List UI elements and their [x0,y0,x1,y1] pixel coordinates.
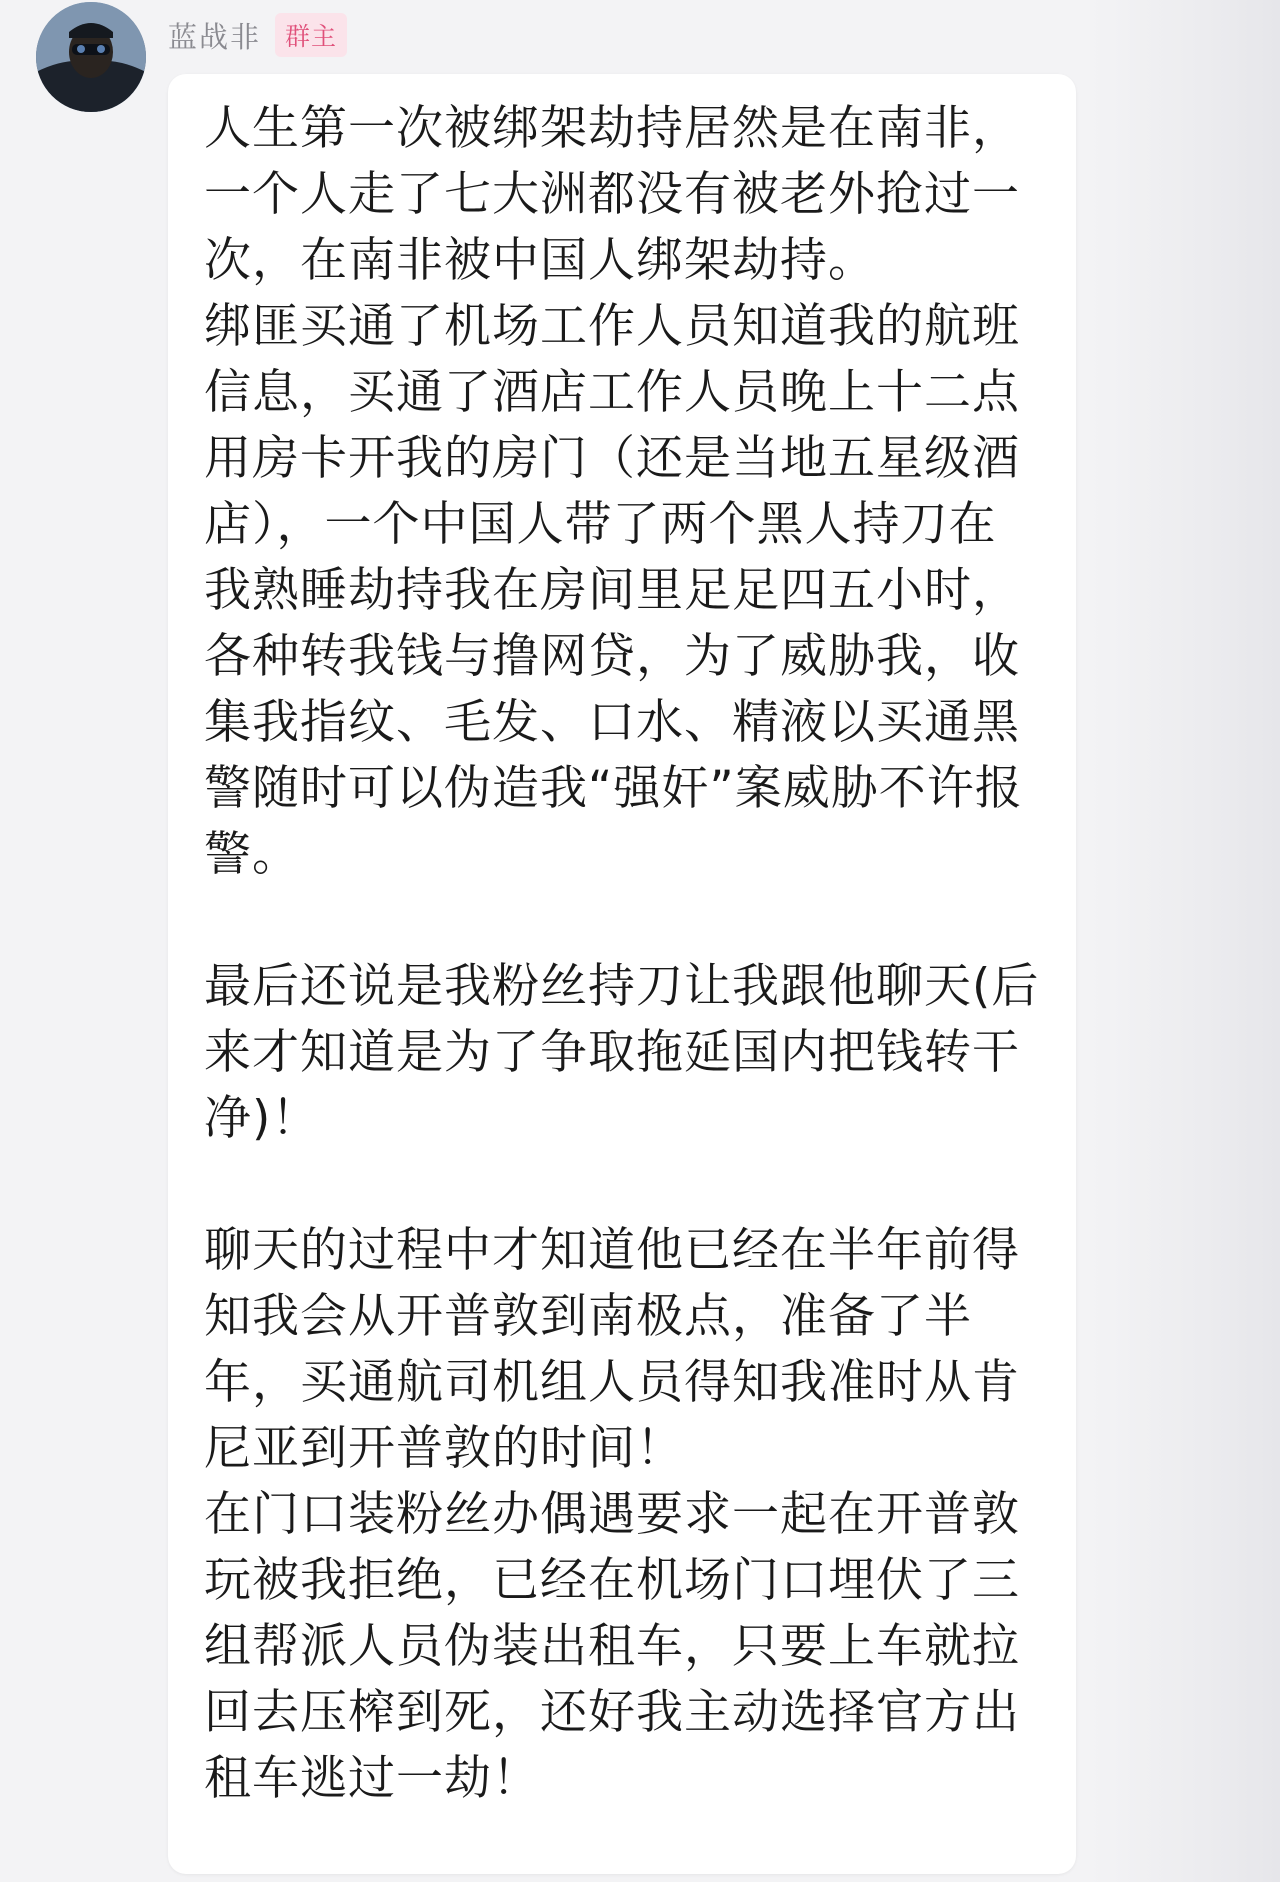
message-paragraph-1: 人生第一次被绑架劫持居然是在南非，一个人走了七大洲都没有被老外抢过一次，在南非被中国人绑架劫持。 [204,101,1020,288]
paragraph-gap [204,888,1044,954]
paragraph-gap [204,1152,1044,1218]
message-paragraph-4: 聊天的过程中才知道他已经在半年前得知我会从开普敦到南极点，准备了半年，买通航司机组人员得知我准时从肯尼亚到开普敦的时间！ [204,1223,1020,1476]
message-paragraph-5: 在门口装粉丝办偶遇要求一起在开普敦玩被我拒绝，已经在机场门口埋伏了三组帮派人员伪装出租车，只要上车就拉回去压榨到死，还好我主动选择官方出租车逃过一劫！ [204,1487,1020,1806]
message-paragraph-3: 最后还说是我粉丝持刀让我跟他聊天(后来才知道是为了争取拖延国内把钱转干净)！ [204,959,1040,1146]
sender-name[interactable]: 蓝战非 [168,19,262,54]
message-paragraph-2: 绑匪买通了机场工作人员知道我的航班信息，买通了酒店工作人员晚上十二点用房卡开我的房门（还是当地五星级酒店），一个中国人带了两个黑人持刀在我熟睡劫持我在房间里足足四五小时，各种转我钱与撸网贷，为了威胁我，收集我指纹、毛发、口水、精液以买通黑警随时可以伪造我“强奸”案威胁不许报警。 [204,299,1023,882]
message-text[interactable] [204,96,1044,1812]
sender-header [168,10,347,60]
avatar[interactable] [36,2,146,112]
background-shade [1090,0,1280,1882]
group-owner-badge: 群主 [275,13,347,57]
avatar-image [36,2,146,112]
